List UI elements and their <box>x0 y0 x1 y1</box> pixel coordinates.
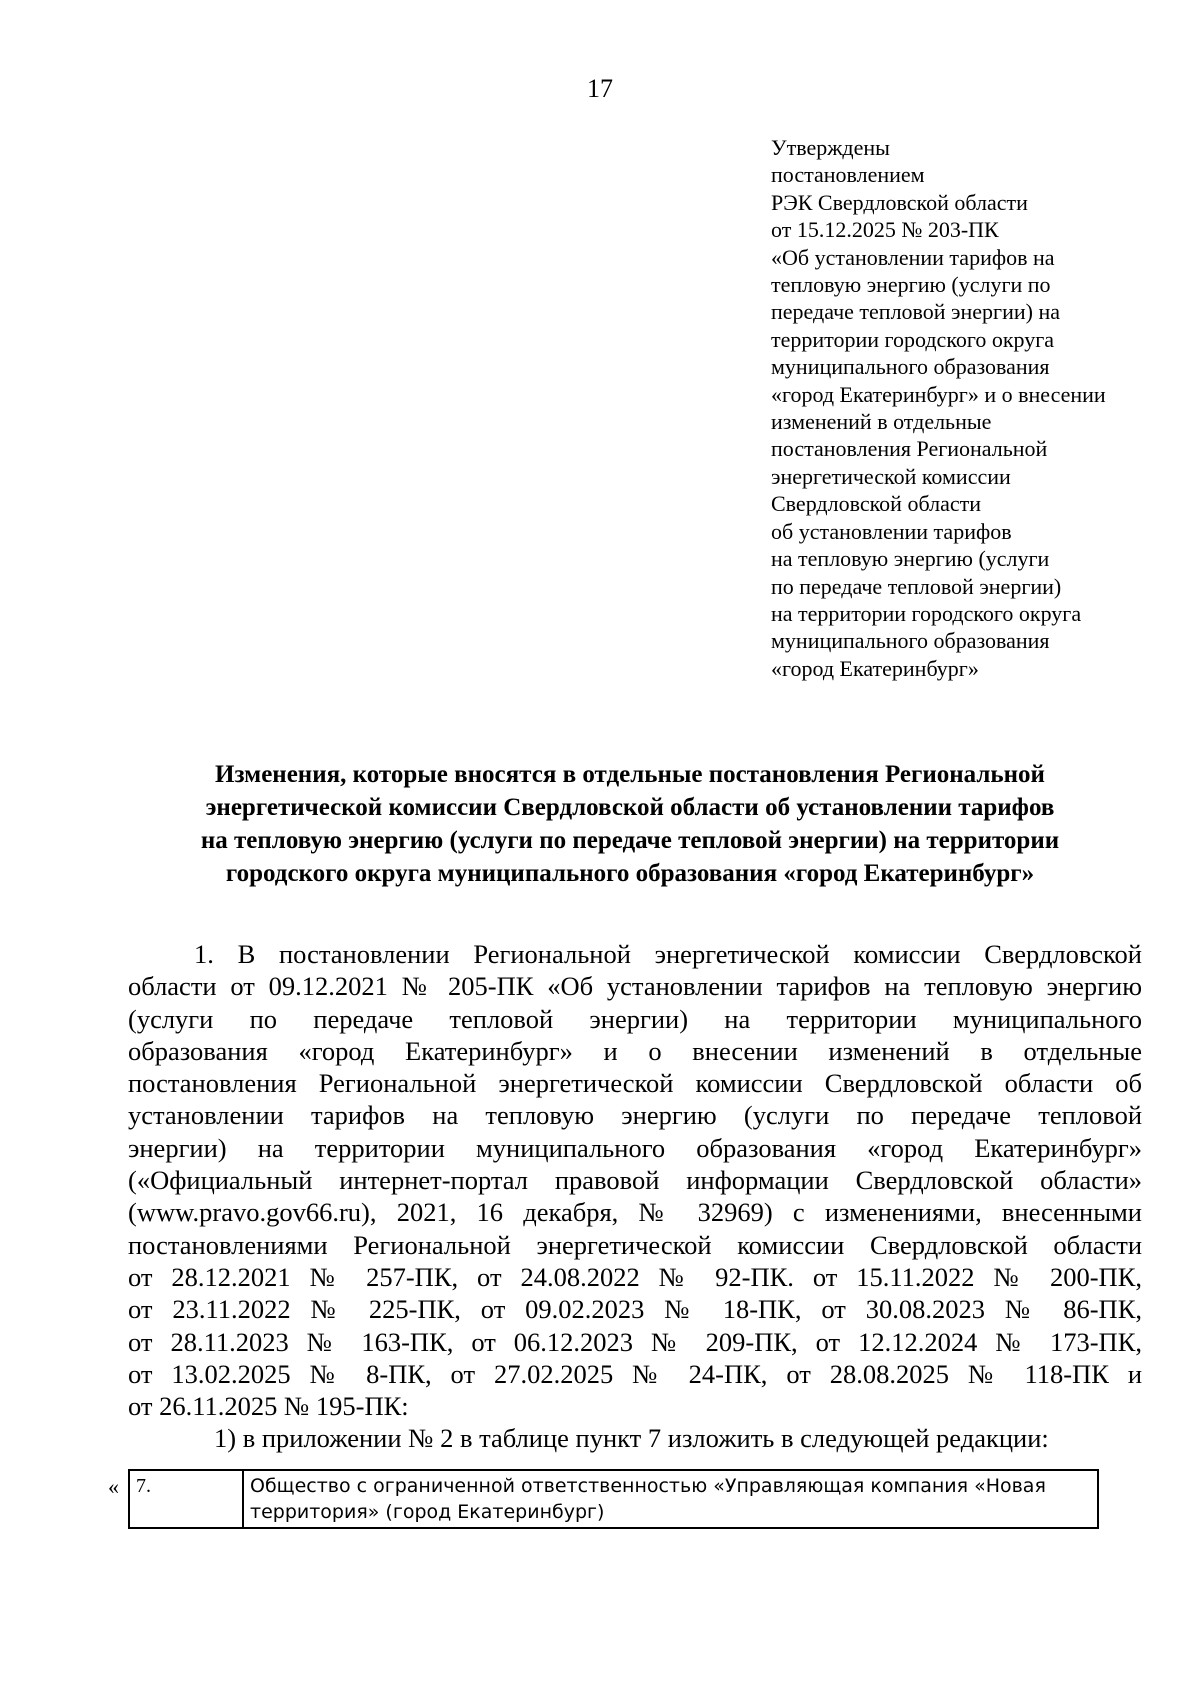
body-line: образования «город Екатеринбург» и о внесении изменений в отдельные <box>128 1035 1142 1066</box>
approval-line: тепловую энергию (услуги по <box>771 272 1051 298</box>
table-row <box>129 1470 1098 1528</box>
approval-line: изменений в отдельные <box>771 409 992 435</box>
approval-stamp <box>771 134 1191 682</box>
page-number: 17 <box>587 74 613 103</box>
body-line: энергии) на территории муниципального образования «город Екатеринбург» <box>128 1132 1142 1163</box>
approval-line: постановления Региональной <box>771 436 1048 462</box>
body-line: постановления Региональной энергетической комиссии Свердловской области об <box>128 1068 1142 1099</box>
body-line: («Официальный интернет-портал правовой информации Свердловской области» <box>128 1165 1142 1196</box>
amendment-table <box>128 1469 1099 1529</box>
approval-line: Утверждены <box>771 135 890 160</box>
body-paragraph <box>128 938 1142 1455</box>
row-number: 7. <box>129 1470 243 1528</box>
body-line: от 23.11.2022 № 225-ПК, от 09.02.2023 № 18-ПК, от 30.08.2023 № 86-ПК, <box>128 1294 1142 1325</box>
approval-line: «Об установлении тарифов на <box>771 244 1055 270</box>
approval-line: передаче тепловой энергии) на <box>771 299 1060 325</box>
approval-line: «город Екатеринбург» <box>771 655 979 681</box>
approval-line: по передаче тепловой энергии) <box>771 573 1062 599</box>
approval-line: РЭК Свердловской области <box>771 189 1028 215</box>
body-line: области от 09.12.2021 № 205-ПК «Об установлении тарифов на тепловую энергию <box>128 971 1142 1002</box>
title-line: на тепловую энергию (услуги по передаче тепловой энергии) на территории <box>200 827 1060 854</box>
body-line: (www.pravo.gov66.ru), 2021, 16 декабря, № 32969) с изменениями, внесенными <box>128 1197 1142 1228</box>
body-line: от 28.11.2023 № 163-ПК, от 06.12.2023 № 209-ПК, от 12.12.2024 № 173-ПК, <box>128 1326 1142 1357</box>
approval-line: на тепловую энергию (услуги <box>771 546 1050 572</box>
approval-line: Свердловской области <box>771 491 981 517</box>
approval-line: территории городского округа <box>771 326 1055 352</box>
approval-line: от 15.12.2025 № 203-ПК <box>771 217 999 243</box>
approval-line: муниципального образования <box>771 354 1050 380</box>
approval-line: энергетической комиссии <box>771 463 1011 489</box>
title-line: энергетической комиссии Свердловской области об установлении тарифов <box>205 794 1055 821</box>
sub-item: 1) в приложении № 2 в таблице пункт 7 изложить в следующей редакции: <box>214 1423 1049 1454</box>
body-line: от 26.11.2025 № 195-ПК: <box>128 1391 409 1422</box>
approval-line: на территории городского округа <box>771 600 1082 626</box>
body-line: установлении тарифов на тепловую энергию (услуги по передаче тепловой <box>128 1100 1142 1131</box>
title-line: Изменения, которые вносятся в отдельные постановления Региональной <box>215 761 1045 788</box>
organization-name: Общество с ограниченной ответственностью «Управляющая компания «Новая территория» (город Екатеринбург) <box>243 1470 1098 1528</box>
open-quote: « <box>108 1474 119 1499</box>
approval-line: постановлением <box>771 162 925 188</box>
approval-line: об установлении тарифов <box>771 518 1012 544</box>
document-title <box>130 758 1130 890</box>
body-line: от 13.02.2025 № 8-ПК, от 27.02.2025 № 24-ПК, от 28.08.2025 № 118-ПК и <box>128 1358 1142 1389</box>
body-line: 1. В постановлении Региональной энергетической комиссии Свердловской <box>194 939 1142 969</box>
body-line: постановлениями Региональной энергетической комиссии Свердловской области <box>128 1229 1142 1260</box>
body-line: (услуги по передаче тепловой энергии) на территории муниципального <box>128 1003 1142 1034</box>
approval-line: «город Екатеринбург» и о внесении <box>771 381 1106 407</box>
title-line: городского округа муниципального образования «город Екатеринбург» <box>225 860 1035 887</box>
body-line: от 28.12.2021 № 257-ПК, от 24.08.2022 № 92-ПК. от 15.11.2022 № 200-ПК, <box>128 1261 1142 1292</box>
approval-line: муниципального образования <box>771 628 1050 654</box>
